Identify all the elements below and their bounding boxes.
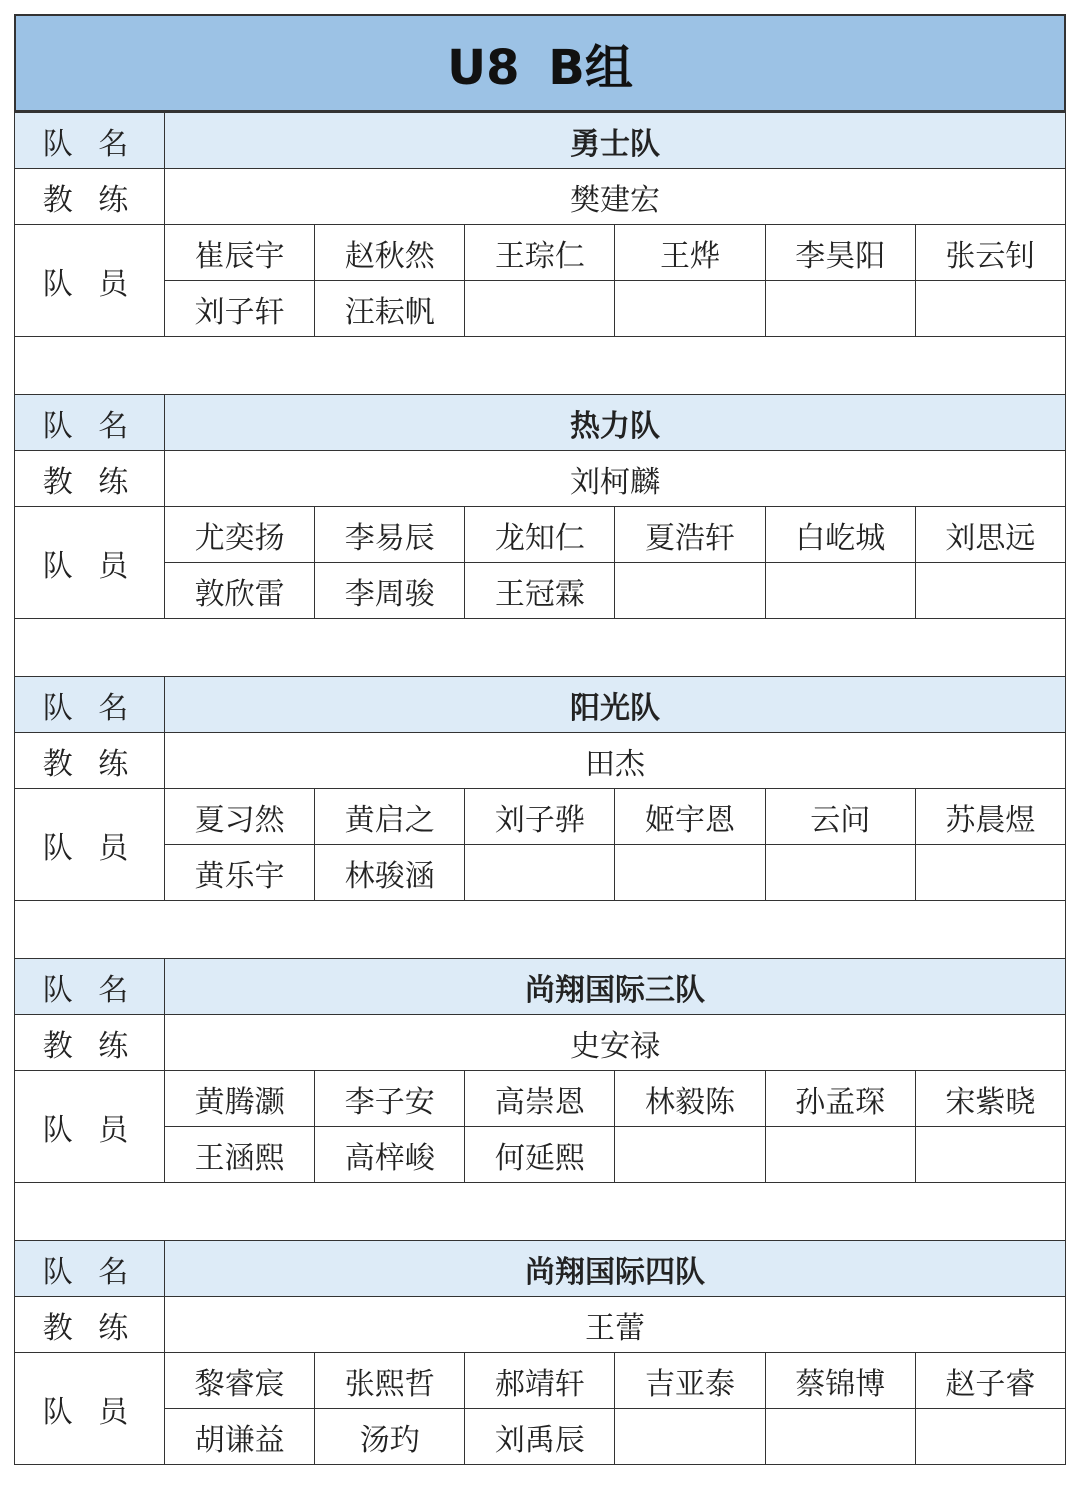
team-table <box>14 1240 1066 1465</box>
player-cell <box>765 1127 915 1183</box>
player-cell <box>915 1409 1065 1465</box>
player-cell: 高梓峻 <box>315 1127 465 1183</box>
player-cell: 龙知仁 <box>465 507 615 563</box>
player-cell: 姬宇恩 <box>615 789 765 845</box>
player-cell <box>615 1409 765 1465</box>
player-cell: 林毅陈 <box>615 1071 765 1127</box>
coach-label: 教 练 <box>15 733 165 789</box>
player-cell: 黄启之 <box>315 789 465 845</box>
player-cell: 孙孟琛 <box>765 1071 915 1127</box>
players-label: 队 员 <box>15 225 165 337</box>
player-cell: 黄腾灏 <box>165 1071 315 1127</box>
player-cell <box>615 563 765 619</box>
coach-label: 教 练 <box>15 451 165 507</box>
coach-name: 樊建宏 <box>165 169 1066 225</box>
player-cell: 夏浩轩 <box>615 507 765 563</box>
player-cell <box>765 281 915 337</box>
team-list <box>14 112 1066 1465</box>
player-cell: 郝靖轩 <box>465 1353 615 1409</box>
player-cell: 汪耘帆 <box>315 281 465 337</box>
team-name: 尚翔国际四队 <box>165 1241 1066 1297</box>
player-cell: 吉亚泰 <box>615 1353 765 1409</box>
player-cell: 蔡锦博 <box>765 1353 915 1409</box>
coach-label: 教 练 <box>15 169 165 225</box>
team-table <box>14 394 1066 619</box>
player-cell: 何延熙 <box>465 1127 615 1183</box>
player-cell: 王琮仁 <box>465 225 615 281</box>
players-label: 队 员 <box>15 789 165 901</box>
team-name: 阳光队 <box>165 677 1066 733</box>
player-cell <box>615 1127 765 1183</box>
player-cell <box>615 845 765 901</box>
player-cell: 刘禹辰 <box>465 1409 615 1465</box>
players-label: 队 员 <box>15 1071 165 1183</box>
team-table <box>14 112 1066 337</box>
player-cell <box>915 281 1065 337</box>
player-cell: 赵子睿 <box>915 1353 1065 1409</box>
player-cell <box>465 845 615 901</box>
coach-name: 史安禄 <box>165 1015 1066 1071</box>
player-cell <box>765 563 915 619</box>
player-cell <box>615 281 765 337</box>
player-cell <box>915 845 1065 901</box>
player-cell: 胡谦益 <box>165 1409 315 1465</box>
player-cell: 苏晨煜 <box>915 789 1065 845</box>
team-name-label: 队 名 <box>15 677 165 733</box>
team-name: 热力队 <box>165 395 1066 451</box>
coach-name: 王蕾 <box>165 1297 1066 1353</box>
player-cell: 夏习然 <box>165 789 315 845</box>
team-name: 尚翔国际三队 <box>165 959 1066 1015</box>
coach-name: 田杰 <box>165 733 1066 789</box>
player-cell: 敦欣雷 <box>165 563 315 619</box>
roster-sheet <box>14 14 1066 1465</box>
player-cell: 汤玓 <box>315 1409 465 1465</box>
player-cell: 云问 <box>765 789 915 845</box>
players-label: 队 员 <box>15 507 165 619</box>
player-cell: 崔辰宇 <box>165 225 315 281</box>
player-cell: 王涵熙 <box>165 1127 315 1183</box>
team-spacer <box>14 1183 1066 1240</box>
player-cell: 林骏涵 <box>315 845 465 901</box>
player-cell: 李周骏 <box>315 563 465 619</box>
player-cell: 张云钊 <box>915 225 1065 281</box>
coach-name: 刘柯麟 <box>165 451 1066 507</box>
player-cell: 李子安 <box>315 1071 465 1127</box>
player-cell <box>765 1409 915 1465</box>
player-cell: 李易辰 <box>315 507 465 563</box>
player-cell: 王冠霖 <box>465 563 615 619</box>
player-cell: 张熙哲 <box>315 1353 465 1409</box>
team-spacer <box>14 901 1066 958</box>
player-cell: 刘思远 <box>915 507 1065 563</box>
player-cell: 刘子轩 <box>165 281 315 337</box>
team-table <box>14 958 1066 1183</box>
player-cell: 王烨 <box>615 225 765 281</box>
player-cell <box>915 563 1065 619</box>
team-table <box>14 676 1066 901</box>
team-name-label: 队 名 <box>15 1241 165 1297</box>
team-name-label: 队 名 <box>15 959 165 1015</box>
player-cell <box>765 845 915 901</box>
player-cell: 刘子骅 <box>465 789 615 845</box>
player-cell: 尤奕扬 <box>165 507 315 563</box>
coach-label: 教 练 <box>15 1015 165 1071</box>
player-cell: 白屹城 <box>765 507 915 563</box>
player-cell: 赵秋然 <box>315 225 465 281</box>
sheet-title: U8 B组 <box>14 14 1066 112</box>
team-name-label: 队 名 <box>15 113 165 169</box>
team-name-label: 队 名 <box>15 395 165 451</box>
player-cell: 李昊阳 <box>765 225 915 281</box>
team-name: 勇士队 <box>165 113 1066 169</box>
player-cell: 高崇恩 <box>465 1071 615 1127</box>
player-cell: 黎睿宸 <box>165 1353 315 1409</box>
coach-label: 教 练 <box>15 1297 165 1353</box>
player-cell: 黄乐宇 <box>165 845 315 901</box>
player-cell <box>465 281 615 337</box>
team-spacer <box>14 619 1066 676</box>
team-spacer <box>14 337 1066 394</box>
player-cell <box>915 1127 1065 1183</box>
player-cell: 宋紫晓 <box>915 1071 1065 1127</box>
players-label: 队 员 <box>15 1353 165 1465</box>
